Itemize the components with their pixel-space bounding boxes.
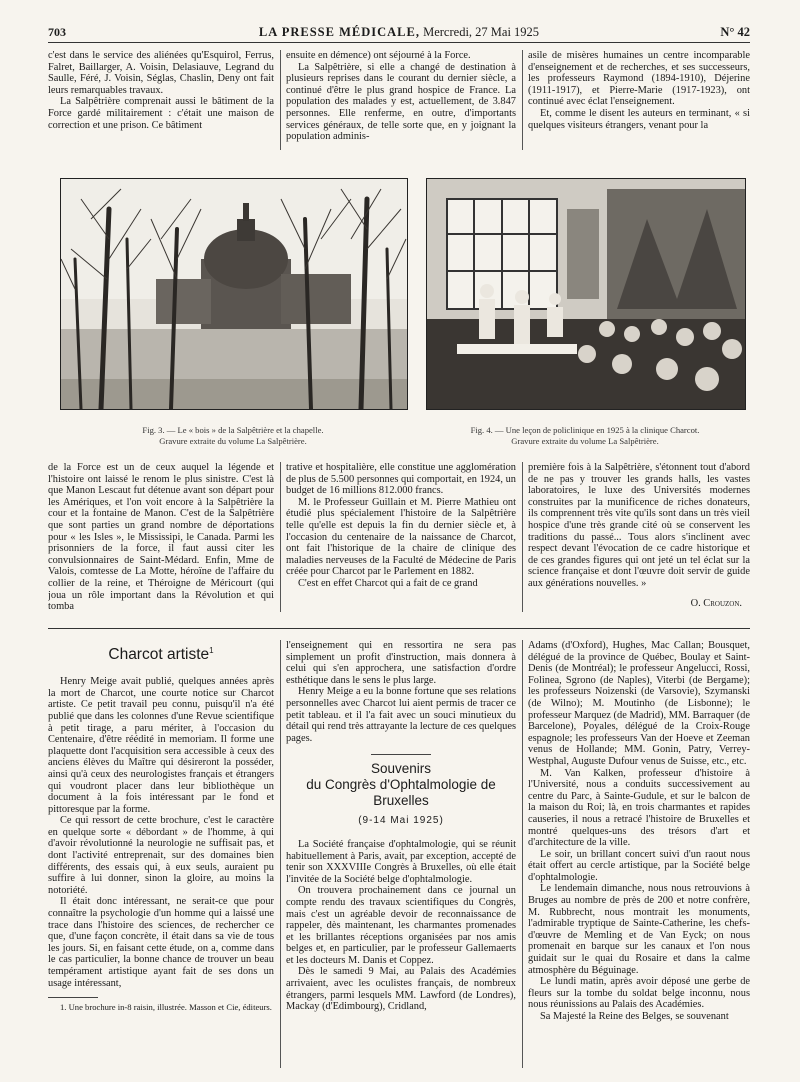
journal-title: LA PRESSE MÉDICALE, <box>258 25 420 39</box>
column-divider <box>280 50 281 150</box>
paragraph: Sa Majesté la Reine des Belges, se souvenant <box>540 1011 729 1022</box>
paragraph: c'est dans le service des aliénées qu'Esquirol, Ferrus, Falret, Baillarger, A. Voisin, Delasiauve, Legrand du Saulle, Féré, J. Voisin, Séglas, Chaslin, Deny ont fait leurs remarquables travaux. <box>48 50 274 96</box>
congress-dates: (9-14 Mai 1925) <box>358 815 444 827</box>
paragraph: trative et hospitalière, elle constitue une agglomération de plus de 5.500 personnes qui comportait, en 1924, un budget de 16 millions 812.000 francs. <box>286 462 516 497</box>
column-divider <box>280 640 281 1068</box>
figure-4-photo <box>426 178 746 410</box>
paragraph: La Salpêtrière comprenait aussi le bâtiment de la Force gardé militairement : c'était une maison de correction et une prison. Ce bâtiment <box>48 96 274 131</box>
charcot-column-1 <box>48 640 274 1072</box>
middle-column-2 <box>286 462 516 618</box>
article-title-charcot <box>48 642 274 664</box>
journal-header <box>48 27 750 39</box>
paragraph: On trouvera prochainement dans ce journal un compte rendu des travaux scientifiques du Congrès, mais c'est un agréable devoir de reconnaissance de rappeler, dès maintenant, les charmantes promenades et les brillantes réceptions organisées par nos amis belges et, en particulier, par le professeur Gallemaerts et les docteurs M. Danis et Coppez. <box>286 885 516 966</box>
paragraph: C'est en effet Charcot qui a fait de ce grand <box>298 577 478 589</box>
issue-number: N° 42 <box>720 25 750 39</box>
caption-line: Fig. 4. — Une leçon de policlinique en 1925 à la clinique Charcot. <box>470 425 700 435</box>
paragraph: Henry Meige avait publié, quelques années après la mort de Charcot, une courte notice sur Charcot artiste. Ce petit travail peu connu, puisqu'il n'a été publié que dans les colonnes d'une Revue scientifique à petit tirage, a paru mériter, à l'occasion du Centenaire, d'être réédité in memoriam. Il forme une plaquette dont l'acquisition sera accessible à ceux des anciens élèves du Maître qui désireront la posséder, ainsi qu'à ceux des neurologistes français et étrangers qui voudront placer dans leur bibliothèque un document à la fois intéressant par le fond et pittoresque par la forme. <box>48 676 274 815</box>
paragraph: La Salpêtrière, si elle a changé de destination à plusieurs reprises dans le courant du dernier siècle, a continué d'être le plus grand hospice de France. La population des malades y est, actuellement, de 3.847 personnes. Elle renferme, en outre, d'importants services généraux, de telle sorte que, en y joignant la population adminis- <box>286 61 516 143</box>
caption-line: Fig. 3. — Le « bois » de la Salpêtrière et la chapelle. <box>142 425 324 435</box>
caption-line: Gravure extraite du volume La Salpêtrière. <box>511 435 659 446</box>
page-number: 703 <box>48 25 66 39</box>
figure-3-photo <box>60 178 408 410</box>
lecture-photo-illustration <box>427 179 745 409</box>
column-divider <box>522 462 523 612</box>
paragraph: Henry Meige a eu la bonne fortune que ses relations personnelles avec Charcot lui aient permis de tracer ce petit tableau. et il l'a fait avec un souci minutieux du détail qui rend très attrayante la lecture de ces quelques pages. <box>286 686 516 744</box>
caption-line: Gravure extraite du volume La Salpêtrière. <box>159 435 307 446</box>
section-separator <box>48 628 750 629</box>
chapel-photo-illustration <box>61 179 407 409</box>
column-divider <box>280 462 281 612</box>
running-header <box>48 26 750 43</box>
title-line: Souvenirs <box>370 761 432 777</box>
middle-column-3 <box>528 462 750 622</box>
top-column-2 <box>286 50 516 160</box>
short-rule <box>371 754 431 755</box>
souvenirs-column-2 <box>286 640 516 1072</box>
paragraph: première fois à la Salpêtrière, s'étonnent tout d'abord de ne pas y trouver les grands halls, les vastes laboratoires, le luxe des Universités modernes construites par la munificence de riches donateurs, ils comprennent très vite qu'ils sont dans un très vieil hospice d'une très grande cité où se conservent les traditions du passé... Tous alors s'inclinent avec respect devant l'évocation de ce cadre historique et de ces grandes figures qui ont jeté un tel éclat sur la science française et dont l'œuvre doit servir de guide aux générations nouvelles. » <box>528 462 750 589</box>
souvenirs-column-3 <box>528 640 750 1072</box>
paragraph: Le soir, un brillant concert suivi d'un raout nous était offert au cercle artistique, par la Société belge d'ophtalmologie. <box>528 848 750 883</box>
author-signature: O. Crouzon. <box>690 597 742 609</box>
paragraph: M. Van Kalken, professeur d'histoire à l'Université, nous a conduits successivement au centre du Parc, à Sainte-Gudule, et sur le balcon de la maison du Roi; là, en trois charmantes et rapides causeries, il nous a retracé l'histoire de Bruxelles et montré quelques-uns des trésors d'art et d'architecture de la ville. <box>528 767 750 849</box>
paragraph: l'enseignement qui en ressortira ne sera pas simplement un profit d'instruction, mais donnera à celui qui s'en approchera, une satisfaction d'ordre esthétique dans le sens le plus large. <box>286 640 516 686</box>
paragraph: Adams (d'Oxford), Hughes, Mac Callan; Bousquet, délégué de la province de Québec, Boulay et Saint-Denis (de Montréal); le professeur Angelucci, Rossi, Folinea, Sgrono (de Naples), Viterbi (de Bergame); les professeurs Noizenski (de Varsovie), Szymanski (de Wilno); M. Moutinho (de Lisbonne); le professeur Marquez (de Madrid), MM. Barraquer (de Barcelone), Poyales, délégué de la Croix-Rouge espagnole; les professeurs Van der Hoeve et Zeeman venus de Hollande; MM. Gonin, Patry, Verrey-Westphal, Auguste Dufour venus de Suisse, etc., etc. <box>528 640 750 767</box>
footnote-rule <box>48 997 98 998</box>
title-text: Charcot artiste <box>108 646 210 664</box>
paragraph: Ce qui ressort de cette brochure, c'est le caractère en quelque sorte « débordant » de l'homme, à qui d'avoir révolutionné la neurologie ne suffisait pas, et dont l'activité entreprenait, sur des domaines bien différents, des essais qui, à eux seuls, auraient pu suffire à lui donner, sinon la gloire, au moins la notoriété. <box>48 815 274 896</box>
footnote: 1. Une brochure in-8 raisin, illustrée. Masson et Cie, éditeurs. <box>60 1002 272 1013</box>
paragraph: Dès le samedi 9 Mai, au Palais des Académies arrivaient, avec les oculistes français, de nombreux étrangers, parmi lesquels MM. Lawford (de Londres), Mackay (d'Edimbourg), Cridland, <box>286 966 516 1013</box>
paragraph: Et, comme le disent les auteurs en terminant, « si quelques visiteurs étrangers, venant pour la <box>528 107 750 131</box>
paragraph: de la Force est un de ceux auquel la légende et l'histoire ont laissé le renom le plus sinistre. C'est là que Manon Lescaut fut détenue avant son départ pour les Amériques, et l'on voit encore à la Salpêtrière la cour et la fontaine de Manon. C'est de la Salpêtrière que sont parties un grand nombre de déportations pour « les Isles », le Mississipi, le Canada. Parmi les prisonniers de la force, il faut aussi citer les convulsionnaires de Saint-Médard. Enfin, Mme de Valois, comtesse de La Motte, héroïne de l'affaire du collier de la reine, et Théroigne de Méricourt (qui joua un rôle important dans la Révolution et qui tomba <box>48 462 274 613</box>
paragraph: Le lendemain dimanche, nous nous retrouvions à Bruges au nombre de près de 200 et notre confrère, M. Rubbrecht, nous montrait les monuments, l'admirable tryptique de Sainte-Catherine, les chefs-d'œuvre de Memling et de Van Eyck; on nous promenait en barque sur les canaux et l'on nous guidait sur le quai du Rosaire et dans la calme atmosphère du Béguinage. <box>528 883 750 976</box>
top-column-1 <box>48 50 274 160</box>
issue-date: Mercredi, 27 Mai 1925 <box>423 25 540 39</box>
paragraph: M. le Professeur Guillain et M. Pierre Mathieu ont étudié plus spécialement l'histoire de la Salpêtrière telle qu'elle est depuis la fin du dernier siècle et, à l'occasion du centenaire de la naissance de Charcot, ont fait l'historique de la chaire de clinique des maladies nerveuses de la Faculté de Médecine de Paris créée pour Charcot par le Parlement en 1882. <box>286 496 516 578</box>
paragraph: La Société française d'ophtalmologie, qui se réunit habituellement à Paris, avait, par exception, accepté de tenir son XXXVIIIe Congrès à Bruxelles, où elle était l'invitée de la Société belge d'ophtalmologie. <box>286 838 516 885</box>
top-column-3 <box>528 50 750 160</box>
paragraph: Le lundi matin, après avoir déposé une gerbe de fleurs sur la tombe du soldat belge inconnu, nous nous réunissions au Palais des Académies. <box>528 976 750 1011</box>
figure-3-caption <box>60 425 406 446</box>
column-divider <box>522 640 523 1068</box>
paragraph: ensuite en démence) ont séjourné à la Force. <box>286 50 471 61</box>
paragraph: Il était donc intéressant, ne serait-ce que pour connaître la psychologie d'un homme qui a laissé une trace dans l'histoire des sciences, de rechercher ce que, d'une façon concrète, il était dans sa vie de tous les jours. Si, en faisant cette étude, on a, comme dans le cas particulier, la bonne chance de trouver un beau tempérament artistique ayant fait de ses dons un usage intéressant, <box>48 896 274 989</box>
title-line: du Congrès d'Ophtalmologie de Bruxelles <box>306 777 496 809</box>
article-title-souvenirs <box>286 761 516 809</box>
column-divider <box>522 50 523 150</box>
paragraph: asile de misères humaines un centre incomparable d'enseignement et de recherches, et ses successeurs, les professeurs Raymond (1894-1910), Déjerine (1911-1917), et Pierre-Marie (1917-1923), ont continué avec éclat l'enseignement. <box>528 50 750 108</box>
footnote-marker: 1 <box>209 646 214 655</box>
figure-4-caption <box>426 425 744 446</box>
middle-column-1 <box>48 462 274 618</box>
